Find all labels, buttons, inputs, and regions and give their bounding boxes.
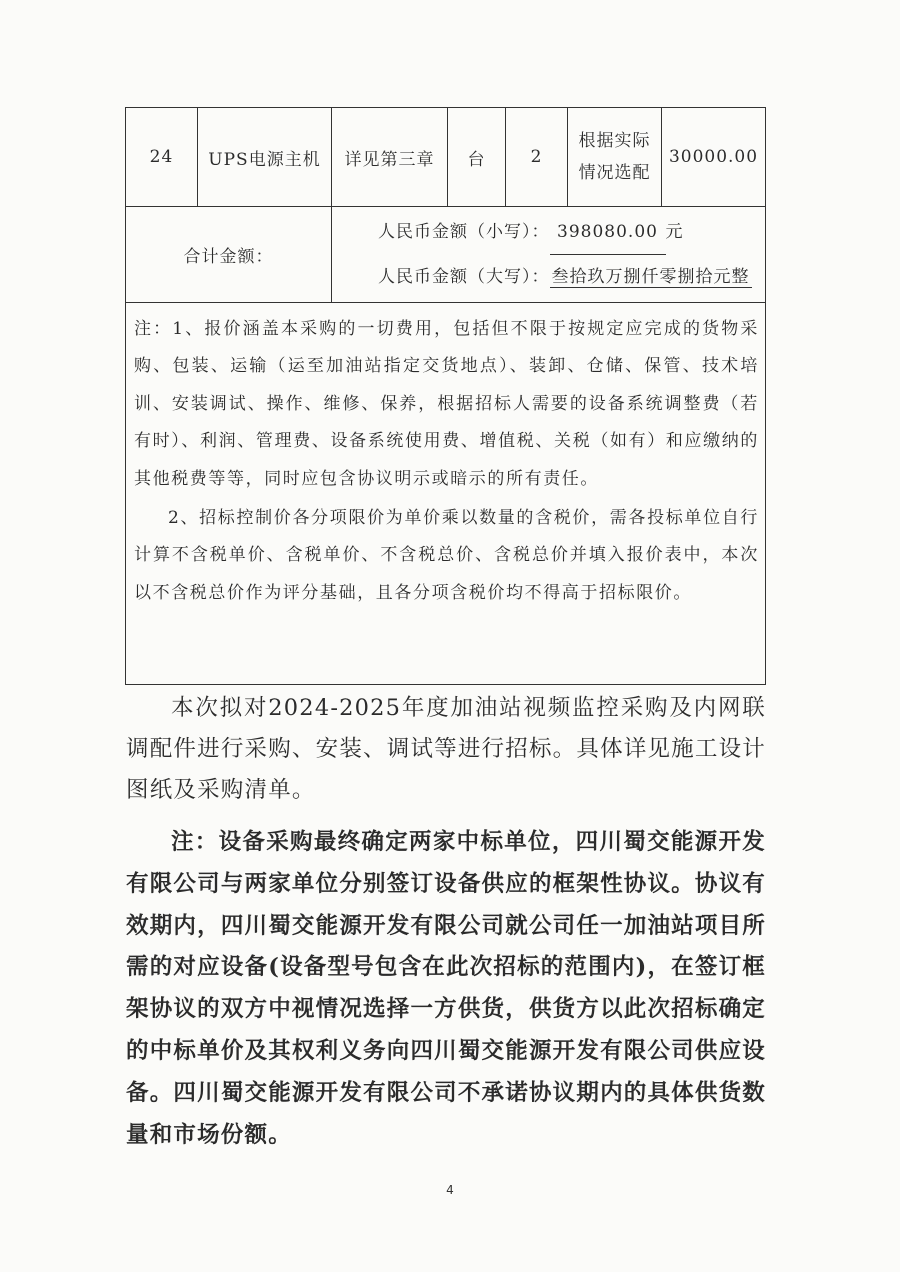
row-quantity: 2 [506, 108, 568, 207]
amount-lowercase-unit: 元 [665, 222, 684, 242]
amount-uppercase [332, 255, 765, 299]
row-index: 24 [126, 108, 198, 207]
notes-row [126, 303, 766, 685]
total-row [126, 207, 766, 303]
note-1: 注：1、报价涵盖本采购的一切费用，包括但不限于按规定应完成的货物采购、包装、运输（运至加油站指定交货地点）、装卸、仓储、保管、技术培训、安装调试、操作、维修、保养，根据招标人需要的设备系统调整费（若有时）、利润、管理费、设备系统使用费、增值税、关税（如有）和应缴纳的其他税费等等，同时应包含协议明示或暗示的所有责任。 [134, 319, 759, 489]
notes-cell [126, 303, 766, 685]
row-item-name: UPS电源主机 [198, 108, 332, 207]
table-row [126, 108, 766, 207]
total-amounts [332, 207, 766, 303]
row-remark-text [579, 125, 651, 189]
amount-uppercase-label: 人民币金额（大写）： [378, 267, 550, 287]
amount-uppercase-value: 叁拾玖万捌仟零捌拾元整 [551, 267, 750, 287]
row-spec: 详见第三章 [332, 108, 448, 207]
body-paragraph-2-note: 注：设备采购最终确定两家中标单位，四川蜀交能源开发有限公司与两家单位分别签订设备供应的框架性协议。协议有效期内，四川蜀交能源开发有限公司就公司任一加油站项目所需的对应设备(设备型号包含在此次招标的范围内)，在签订框架协议的双方中视情况选择一方供货，供货方以此次招标确定的中标单价及其权利义务向四川蜀交能源开发有限公司供应设备。四川蜀交能源开发有限公司不承诺协议期内的具体供货数量和市场份额。 [126, 829, 766, 1148]
row-unit: 台 [448, 108, 506, 207]
note-2: 2、招标控制价各分项限价为单价乘以数量的含税价，需各投标单位自行计算不含税单价、含税单价、不含税总价、含税总价并填入报价表中，本次以不含税总价作为评分基础，且各分项含税价均不得高于招标限价。 [134, 508, 759, 603]
row-amount: 30000.00 [662, 108, 766, 207]
amount-lowercase-label: 人民币金额（小写）： [378, 222, 550, 242]
page-number: 4 [446, 1183, 454, 1197]
row-remark-line2: 情况选配 [578, 163, 651, 183]
total-label: 合计金额： [126, 207, 332, 303]
row-remark [568, 108, 662, 207]
amount-lowercase [332, 210, 765, 255]
quotation-table [125, 107, 766, 685]
amount-lowercase-value: 398080.00 [550, 210, 666, 255]
body-paragraph-1: 本次拟对2024-2025年度加油站视频监控采购及内网联调配件进行采购、安装、调试等进行招标。具体详见施工设计图纸及采购清单。 [126, 695, 766, 804]
row-remark-line1: 根据实际 [578, 131, 651, 151]
